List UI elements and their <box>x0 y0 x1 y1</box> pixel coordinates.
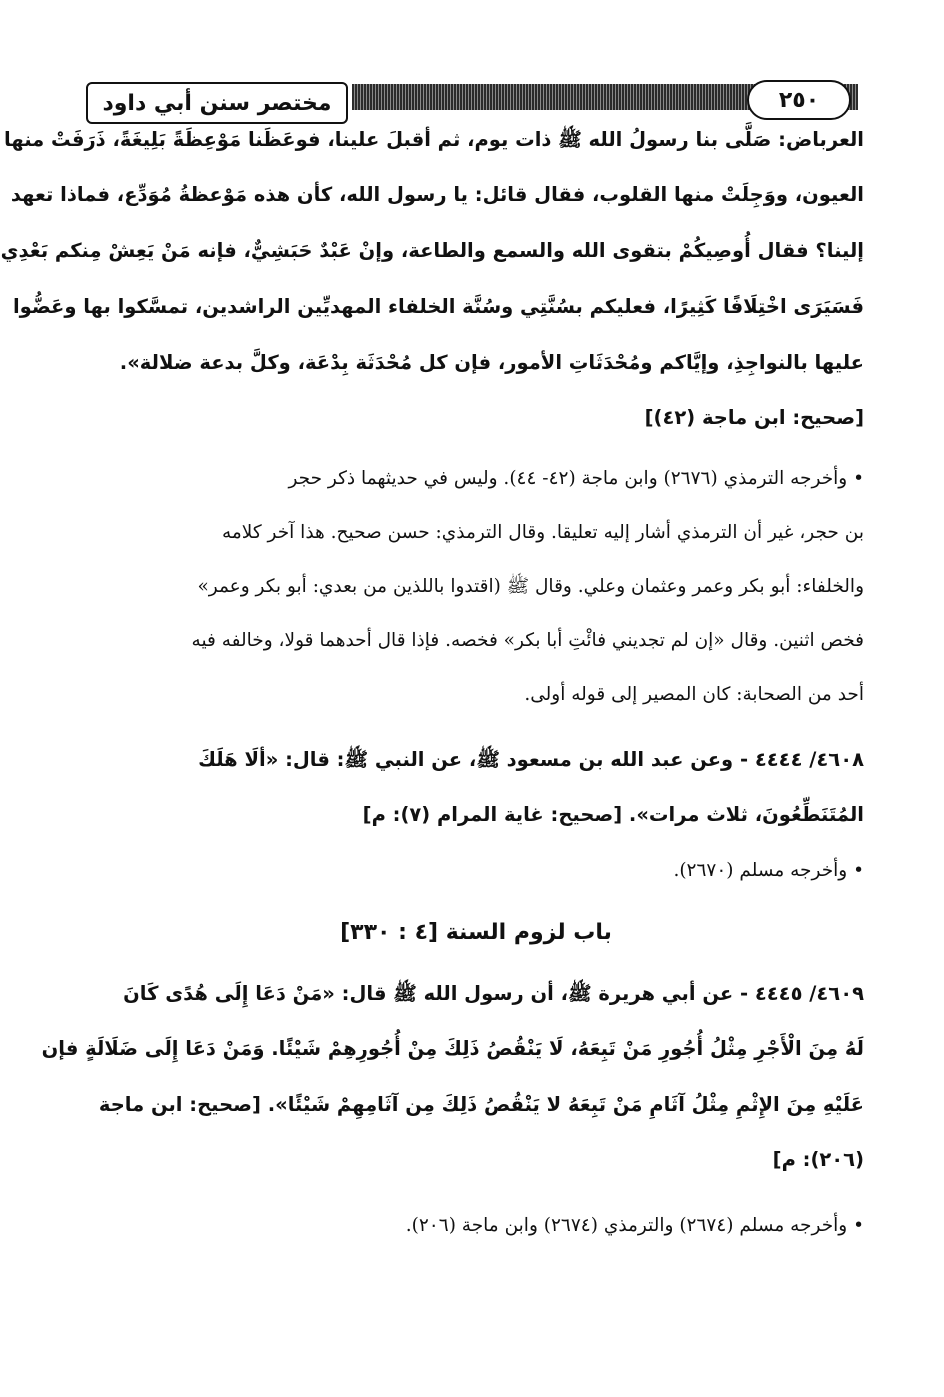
text-line: العيون، ووَجِلَتْ منها القلوب، فقال قائل: يا رسول الله، كأن هذه مَوْعظةُ مُوَدِّع، فماذا تعهد <box>10 183 864 206</box>
text-line: العرباض: صَلَّى بنا رسولُ الله ﷺ ذات يوم، ثم أقبلَ علينا، فوعَظَنا مَوْعِظَةً بَلِيغَةً، ذَرَفَتْ منها <box>4 128 864 151</box>
footnote-line: أحد من الصحابة: كان المصير إلى قوله أولى. <box>524 684 864 705</box>
citation: (٢٠٦): م] <box>772 1148 864 1171</box>
citation: [صحيح: ابن ماجة (٤٢)] <box>644 406 864 429</box>
chapter-heading: باب لزوم السنة [٤ : ٣٣٠] <box>340 920 612 945</box>
hadith-line: المُتَنَطِّعُونَ، ثلاث مرات». [صحيح: غاية المرام (٧): م] <box>362 803 864 826</box>
hadith-line: عَلَيْهِ مِنَ الإِثْمِ مِثْلُ آثَامِ مَنْ تَبِعَهُ لا يَنْقُصُ ذَلِكَ مِن آثَامِهِمْ شَيْئًا». [صحيح: ابن ماجة <box>98 1093 864 1116</box>
page-number: ٢٥٠ <box>778 87 820 113</box>
footnote-line: فخص اثنين. وقال «إن لم تجديني فائْتِ أبا بكر» فخصه. فإذا قال أحدهما قولا، وخالفه فيه <box>191 630 864 651</box>
footnote-line: والخلفاء: أبو بكر وعمر وعثمان وعلي. وقال ﷺ (اقتدوا باللذين من بعدي: أبو بكر وعمر» <box>197 576 864 597</box>
footnote-line: • وأخرجه مسلم (٢٦٧٠). <box>673 860 864 881</box>
text-line: فَسَيَرَى اخْتِلَافًا كَثِيرًا، فعليكم بسُنَّتِي وسُنَّة الخلفاء المهديِّين الراشدين، تمسَّكوا بها وعَضُّوا <box>12 295 864 318</box>
book-title-box <box>86 82 348 124</box>
page-number-box <box>747 80 851 120</box>
hadith-line: ٤٦٠٨/ ٤٤٤٤ - وعن عبد الله بن مسعود ﷺ، عن النبي ﷺ: قال: «ألَا هَلَكَ <box>198 748 864 771</box>
text-line: عليها بالنواجِذِ، وإيَّاكم ومُحْدَثَاتِ الأمور، فإن كل مُحْدَثَة بِدْعَة، وكلَّ بدعة ضلالة». <box>119 351 864 374</box>
footnote-line: • وأخرجه مسلم (٢٦٧٤) والترمذي (٢٦٧٤) وابن ماجة (٢٠٦). <box>405 1215 864 1236</box>
hadith-line: لَهُ مِنَ الْأَجْرِ مِثْلُ أُجُورِ مَنْ تَبِعَهُ، لَا يَنْقُصُ ذَلِكَ مِنْ أُجُورِهِمْ شَيْئًا. وَمَنْ دَعَا إِلَى ضَلَالَةٍ فإن <box>41 1037 864 1060</box>
book-title: مختصر سنن أبي داود <box>102 90 332 116</box>
footnote-line: بن حجر، غير أن الترمذي أشار إليه تعليقا. وقال الترمذي: حسن صحيح. هذا آخر كلامه <box>221 522 864 543</box>
footnote-line: • وأخرجه الترمذي (٢٦٧٦) وابن ماجة (٤٢- ٤٤). وليس في حديثهما ذكر حجر <box>288 468 864 489</box>
text-line: إلينا؟ فقال أُوصِيكُمْ بتقوى الله والسمع والطاعة، وإنْ عَبْدٌ حَبَشِيٌّ، فإنه مَنْ يَعِشْ مِنكم بَعْدِي <box>0 239 864 262</box>
hadith-line: ٤٦٠٩/ ٤٤٤٥ - عن أبي هريرة ﷺ، أن رسول الله ﷺ قال: «مَنْ دَعَا إِلَى هُدًى كَانَ <box>123 982 864 1005</box>
